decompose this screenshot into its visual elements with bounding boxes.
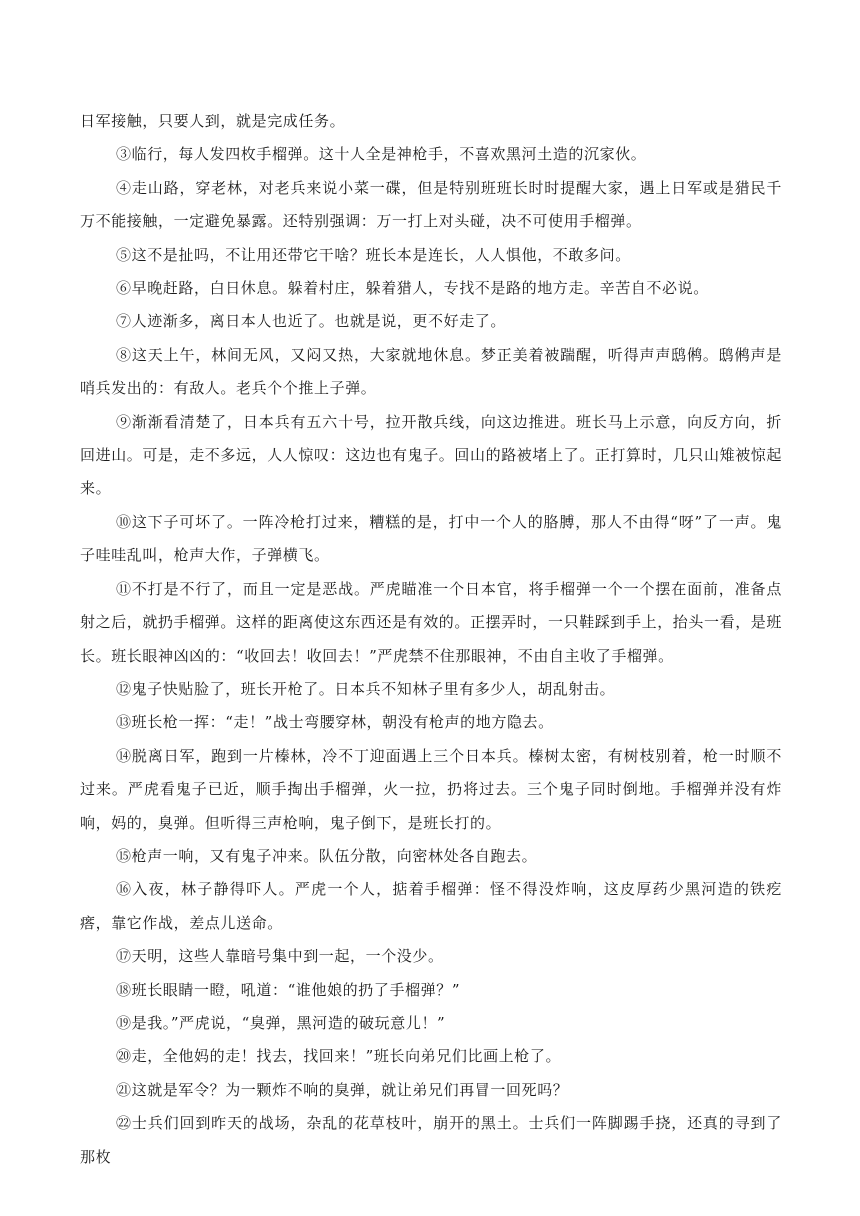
paragraph: ⑯入夜，林子静得吓人。严虎一个人，掂着手榴弹：怪不得没炸响，这皮厚药少黑河造的铁疙瘩，靠它作战，差点儿送命。 bbox=[80, 880, 782, 932]
paragraph: ㉑这就是军令？为一颗炸不响的臭弹，就让弟兄们再冒一回死吗？ bbox=[116, 1080, 569, 1099]
paragraph: ⑧这天上午，林间无风，又闷又热，大家就地休息。梦正美着被踹醒，听得声声鸱鸺。鸱鸺声是哨兵发出的：有敌人。老兵个个推上子弹。 bbox=[80, 345, 782, 398]
paragraph: ⑦人迹渐多，离日本人也近了。也就是说，更不好走了。 bbox=[116, 312, 507, 331]
paragraph: ㉒士兵们回到昨天的战场，杂乱的花草枝叶，崩开的黑土。士兵们一阵脚踢手挠，还真的寻到了那枚 bbox=[80, 1114, 782, 1166]
paragraph: ⑪不打是不行了，而且一定是恶战。严虎瞄准一个日本官，将手榴弹一个一个摆在面前，准备点射之后，就扔手榴弹。这样的距离使这东西还是有效的。正摆弄时，一只鞋踩到手上，抬头一看，是班长。班长眼神凶凶的：“收回去！收回去！”严虎禁不住那眼神，不由自主收了手榴弹。 bbox=[80, 579, 783, 665]
paragraph: 日军接触，只要人到，就是完成任务。 bbox=[80, 112, 346, 130]
paragraph: ⑩这下子可坏了。一阵冷枪打过来，糟糕的是，打中一个人的胳膊，那人不由得“呀”了一声。鬼子哇哇乱叫，枪声大作，子弹横飞。 bbox=[80, 512, 782, 565]
paragraph: ⑲是我。”严虎说，“臭弹，黑河造的破玩意儿！” bbox=[116, 1013, 446, 1032]
paragraph: ⑫鬼子快贴脸了，班长开枪了。日本兵不知林子里有多少人，胡乱射击。 bbox=[116, 679, 616, 698]
paragraph: ⑰天明，这些人靠暗号集中到一起，一个没少。 bbox=[116, 947, 444, 966]
document-body bbox=[80, 105, 782, 1174]
paragraph: ⑱班长眼睛一瞪，吼道：“谁他娘的扔了手榴弹？” bbox=[116, 980, 461, 999]
paragraph: ⑤这不是扯吗，不让用还带它干啥？班长本是连长，人人惧他，不敢多问。 bbox=[116, 245, 631, 264]
paragraph: ③临行，每人发四枚手榴弹。这十人全是神枪手，不喜欢黑河土造的沉家伙。 bbox=[116, 145, 647, 164]
paragraph: ⑮枪声一响，又有鬼子冲来。队伍分散，向密林处各自跑去。 bbox=[116, 846, 538, 865]
paragraph: ⑳走，全他妈的走！找去，找回来！”班长向弟兄们比画上枪了。 bbox=[116, 1047, 562, 1066]
paragraph: ⑭脱离日军，跑到一片榛林，冷不丁迎面遇上三个日本兵。榛树太密，有树枝别着，枪一时顺不过来。严虎看鬼子已近，顺手掏出手榴弹，火一拉，扔将过去。三个鬼子同时倒地。手榴弹并没有炸响，妈的，臭弹。但听得三声枪响，鬼子倒下，是班长打的。 bbox=[80, 746, 782, 832]
paragraph: ⑨渐渐看清楚了，日本兵有五六十号，拉开散兵线，向这边推进。班长马上示意，向反方向，折回进山。可是，走不多远，人人惊叹：这边也有鬼子。回山的路被堵上了。正打算时，几只山雉被惊起来。 bbox=[80, 412, 783, 498]
paragraph: ⑬班长枪一挥：“走！”战士弯腰穿林，朝没有枪声的地方隐去。 bbox=[116, 713, 554, 732]
paragraph: ④走山路，穿老林，对老兵来说小菜一碟，但是特别班班长时时提醒大家，遇上日军或是猎民千万不能接触，一定避免暴露。还特别强调：万一打上对头碰，决不可使用手榴弹。 bbox=[80, 178, 782, 231]
paragraph: ⑥早晚赶路，白日休息。躲着村庄，躲着猎人，专找不是路的地方走。辛苦自不必说。 bbox=[116, 279, 709, 298]
